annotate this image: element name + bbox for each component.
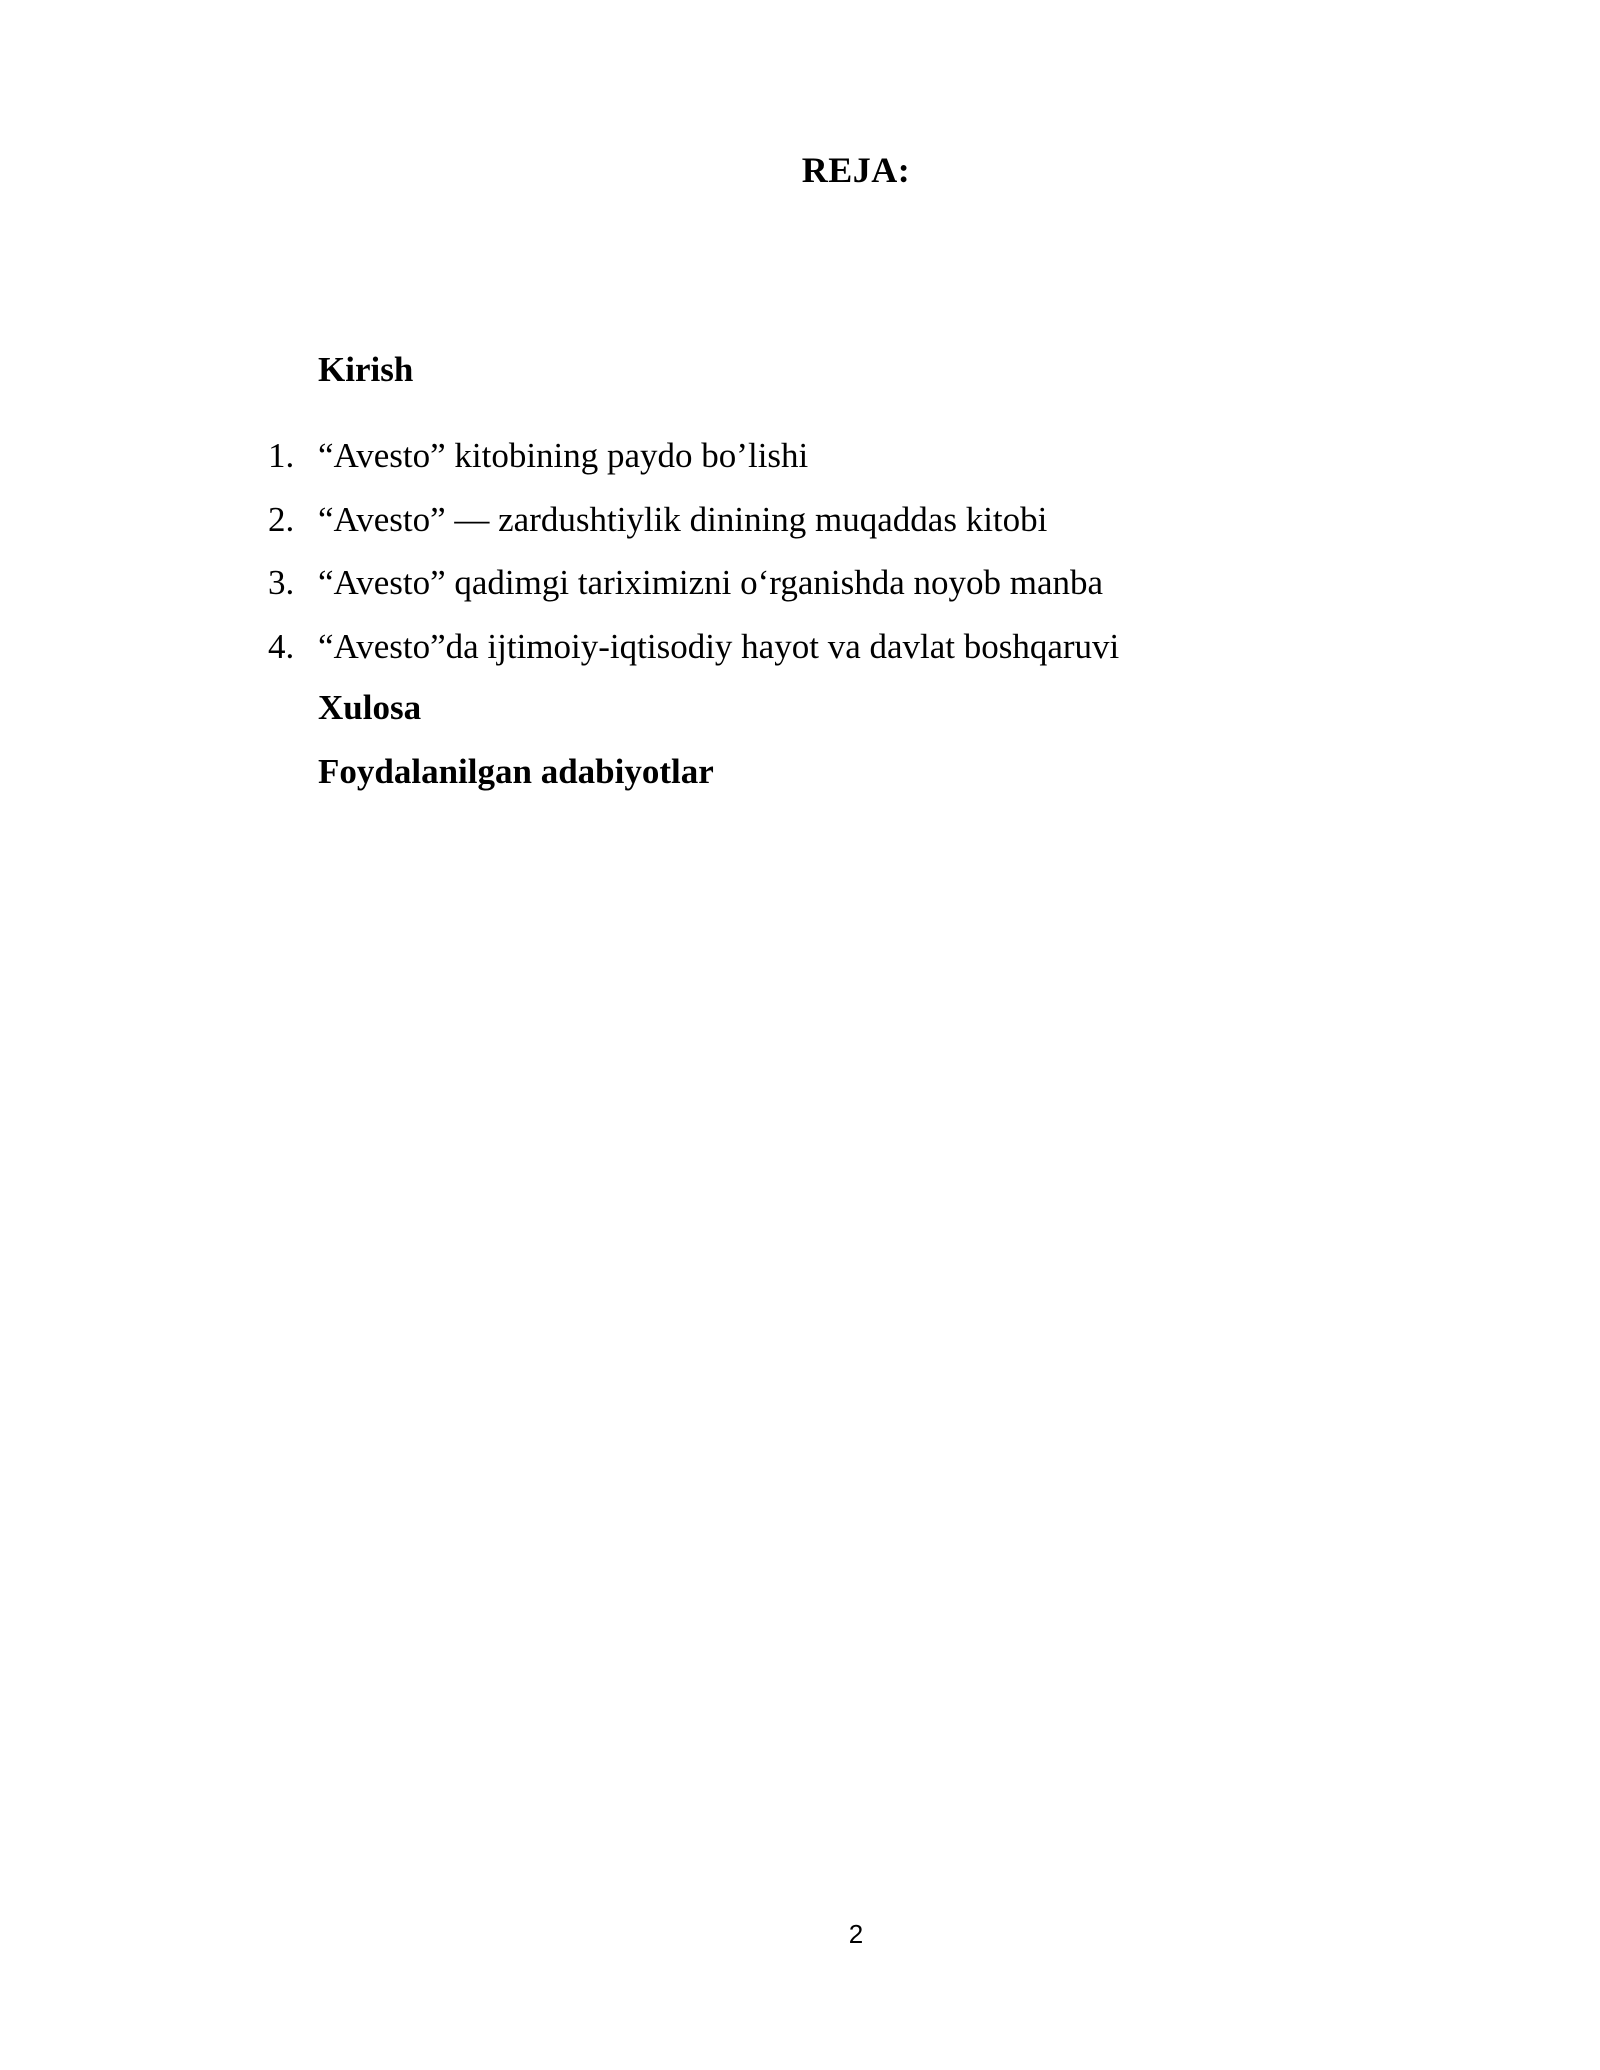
plan-item-number: 1. xyxy=(268,436,295,475)
references-heading: Foydalanilgan adabiyotlar xyxy=(318,752,714,791)
plan-item-text: “Avesto” kitobining paydo bo’lishi xyxy=(318,436,809,475)
plan-item-number: 3. xyxy=(268,563,295,602)
conclusion-heading: Xulosa xyxy=(318,688,422,727)
page-number: 2 xyxy=(848,1919,864,1949)
plan-item-text: “Avesto” — zardushtiylik dinining muqaddas kitobi xyxy=(318,499,1048,539)
plan-item-text: “Avesto”da ijtimoiy-iqtisodiy hayot va davlat boshqaruvi xyxy=(318,626,1120,666)
plan-item-text: “Avesto” qadimgi tariximizni o‘rganishda noyob manba xyxy=(318,563,1104,602)
plan-item-number: 4. xyxy=(268,626,295,666)
page-title: REJA: xyxy=(801,150,911,190)
plan-item-number: 2. xyxy=(268,499,295,539)
intro-heading: Kirish xyxy=(318,350,414,389)
